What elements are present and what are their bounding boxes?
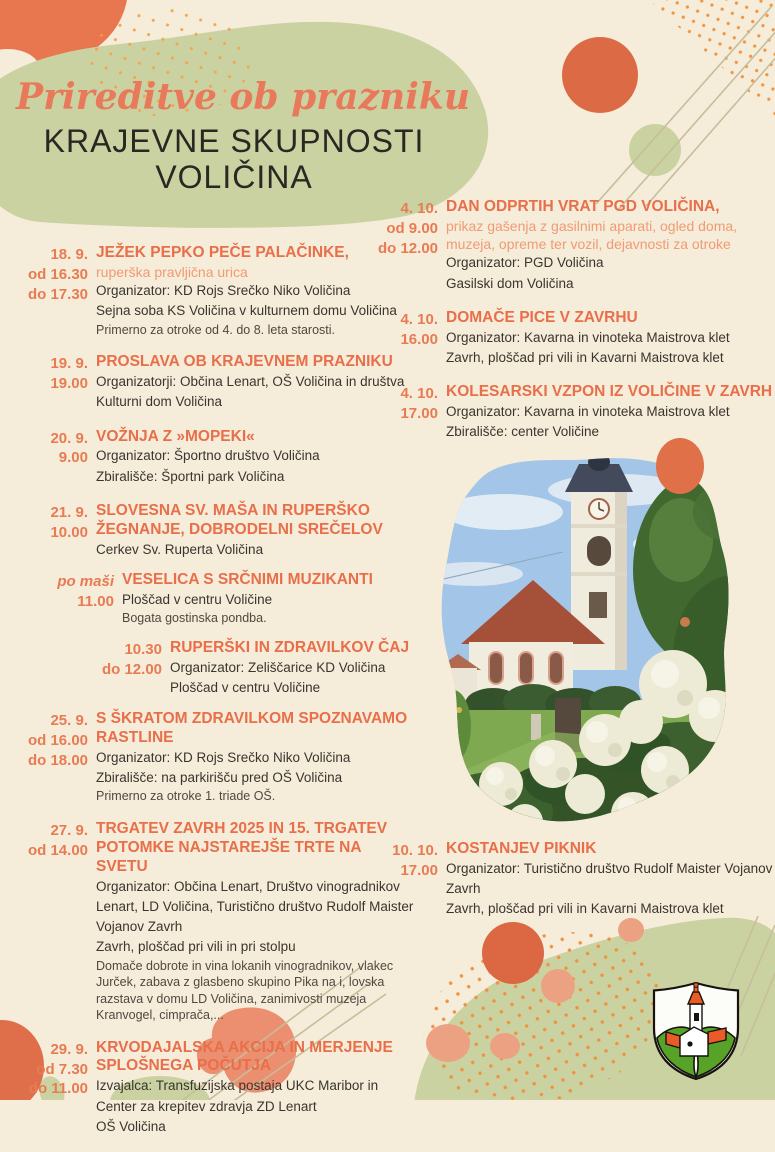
- event-kostanjev-piknik: 10. 10. 17.00 KOSTANJEV PIKNIK Organizator: Turistično društvo Rudolf Maister Vojanov Zavrh Zavrh, ploščad pri vili in Kavarni Maistrova klet: [366, 840, 774, 920]
- event-title: KOLESARSKI VZPON IZ VOLIČINE V ZAVRH: [446, 383, 773, 401]
- bottom-salmon-circle: [541, 969, 575, 1003]
- event-jezek-pepko: 18. 9. od 16.30 do 17.30 JEŽEK PEPKO PEČE PALAČINKE, ruperška pravljična urica Organizator: KD Rojs Srečko Niko Voličina Sejna soba KS Voličina v kulturnem domu Voličina Primerno za otroke od 4. do 8. leta starosti.: [12, 244, 416, 338]
- event-date: 18. 9. od 16.30 do 17.30: [27, 246, 88, 303]
- event-krvodajalska: 29. 9. od 7.30 do 11.00 KRVODAJALSKA AKCIJA IN MERJENJE SPLOŠNEGA POČUTJA Izvajalca: Transfuzijska postaja UKC Maribor in Center za krepitev zdravja ZD Lenart OŠ Voličina: [12, 1039, 416, 1138]
- event-date: 19. 9. 19.00: [50, 355, 88, 393]
- bottom-salmon-ellipse-2: [490, 1033, 520, 1059]
- event-subtitle: prikaz gašenja z gasilnimi aparati, ogled doma, muzeja, opreme ter vozil, dejavnosti za otroke: [446, 217, 738, 253]
- event-veselica: po maši 11.00 VESELICA S SRČNIMI MUZIKANTI Ploščad v centru Voličine Bogata gostinska pondba.: [12, 571, 416, 627]
- photo-orange-ellipse: [656, 438, 704, 494]
- event-title: DOMAČE PICE V ZAVRHU: [446, 308, 638, 326]
- poster-title: [16, 124, 452, 196]
- events-column-left: [12, 244, 416, 1152]
- event-note: Bogata gostinska pondba.: [122, 611, 267, 626]
- event-note: Primerno za otroke 1. triade OŠ.: [96, 789, 276, 804]
- events-column-right: [366, 198, 774, 458]
- event-date: 27. 9. od 14.00: [27, 821, 88, 859]
- event-title: RUPERŠKI IN ZDRAVILKOV ČAJ: [170, 638, 410, 656]
- event-dan-odprtih-vrat: 4. 10. od 9.00 do 12.00 DAN ODPRTIH VRAT PGD VOLIČINA, prikaz gašenja z gasilnimi aparati, ogled doma, muzeja, opreme ter vozil, dejavnosti za otroke Organizator: PGD Voličina Gasilski dom Voličina: [366, 198, 774, 294]
- event-date: 25. 9. od 16.00 do 18.00: [27, 712, 88, 769]
- event-title: SLOVESNA SV. MAŠA IN RUPERŠKO ŽEGNANJE, DOBRODELNI SREČELOV: [96, 501, 383, 538]
- event-date: 4. 10. 17.00: [400, 385, 438, 423]
- event-subtitle: ruperška pravljična urica: [96, 263, 248, 280]
- event-title: PROSLAVA OB KRAJEVNEM PRAZNIKU: [96, 353, 393, 371]
- poster-header: [16, 76, 471, 196]
- event-date: po maši 11.00: [57, 572, 114, 610]
- volicina-coat-of-arms: [650, 980, 742, 1082]
- event-skrat-zdravilko: 25. 9. od 16.00 do 18.00 S ŠKRATOM ZDRAVILKOM SPOZNAVAMO RASTLINE Organizator: KD Rojs Srečko Niko Voličina Zbirališče: na parkirišču pred OŠ Voličina Primerno za otroke 1. triade OŠ.: [12, 710, 416, 805]
- event-note: Primerno za otroke od 4. do 8. leta starosti.: [96, 322, 336, 337]
- event-date: 4. 10. 16.00: [400, 310, 438, 348]
- event-voznja-mopeki: 20. 9. 9.00 VOŽNJA Z »MOPEKI« Organizator: Športno društvo Voličina Zbirališče: Športni park Voličina: [12, 428, 416, 487]
- event-date: 21. 9. 10.00: [50, 503, 88, 541]
- event-kolesarski-vzpon: 4. 10. 17.00 KOLESARSKI VZPON IZ VOLIČINE V ZAVRH Organizator: Kavarna in vinoteka Maistrova klet Zbirališče: center Voličine: [366, 383, 774, 442]
- event-title: S ŠKRATOM ZDRAVILKOM SPOZNAVAMO RASTLINE: [96, 710, 408, 746]
- event-ruperski-caj: 10.30 do 12.00 RUPERŠKI IN ZDRAVILKOV ČAJ Organizator: Zeliščarice KD Voličina Ploščad v centru Voličine: [12, 639, 416, 698]
- event-title: VESELICA S SRČNIMI MUZIKANTI: [122, 570, 373, 588]
- bottom-salmon-ellipse-1: [426, 1024, 470, 1062]
- church-photo: [432, 452, 746, 840]
- top-right-orange-circle: [562, 37, 638, 113]
- event-date: 10. 10. 17.00: [392, 842, 438, 879]
- event-title: KRVODAJALSKA AKCIJA IN MERJENJE SPLOŠNEGA POČUTJA: [96, 1038, 393, 1075]
- event-title: DAN ODPRTIH VRAT PGD VOLIČINA,: [446, 198, 720, 215]
- event-title: TRGATEV ZAVRH 2025 IN 15. TRGATEV POTOMKE NAJSTAREJŠE TRTE NA SVETU: [96, 819, 388, 875]
- event-date: 4. 10. od 9.00 do 12.00: [377, 200, 438, 257]
- event-proslava: 19. 9. 19.00 PROSLAVA OB KRAJEVNEM PRAZNIKU Organizatorji: Občina Lenart, OŠ Voličina in društva Kulturni dom Voličina: [12, 353, 416, 412]
- event-domace-pice: 4. 10. 16.00 DOMAČE PICE V ZAVRHU Organizator: Kavarna in vinoteka Maistrova klet Zavrh, ploščad pri vili in Kavarni Maistrova klet: [366, 309, 774, 368]
- event-title: VOŽNJA Z »MOPEKI«: [96, 427, 255, 445]
- event-trgatev-zavrh: 27. 9. od 14.00 TRGATEV ZAVRH 2025 IN 15. TRGATEV POTOMKE NAJSTAREJŠE TRTE NA SVETU Organizator: Občina Lenart, Društvo vinogradnikov Lenart, LD Voličina, Turistično društvo Rudolf Maister Vojanov Zavrh Zavrh, ploščad pri vili in pri stolpu Domače dobrote in vina lokanih vinogradnikov, vlakec Jurček, zabava z glasbeno skupino Pika na i, lovska razstava v domu LD Voličina, zanimivosti muzeja Kranvogel, cimprača,...: [12, 820, 416, 1024]
- top-right-dots-pattern: [645, 0, 775, 120]
- poster-title-line1: KRAJEVNE SKUPNOSTI: [43, 123, 425, 159]
- events-column-footer: [366, 840, 774, 935]
- event-title: KOSTANJEV PIKNIK: [446, 840, 597, 857]
- event-date: 29. 9. od 7.30 do 11.00: [28, 1040, 88, 1098]
- poster-title-line2: VOLIČINA: [155, 158, 313, 195]
- event-sveta-masa: 21. 9. 10.00 SLOVESNA SV. MAŠA IN RUPERŠKO ŽEGNANJE, DOBRODELNI SREČELOV Cerkev Sv. Ruperta Voličina: [12, 502, 416, 560]
- event-note: Domače dobrote in vina lokanih vinogradnikov, vlakec Jurček, zabava z glasbeno skupino Pika na i, lovska razstava v domu LD Voličina, zanimivosti muzeja Kranvogel, cimprača,...: [96, 958, 394, 1023]
- script-title: Prireditve ob prazniku: [16, 76, 471, 118]
- event-date: 20. 9. 9.00: [50, 429, 88, 467]
- event-title: JEŽEK PEPKO PEČE PALAČINKE,: [96, 244, 349, 261]
- event-date: 10.30 do 12.00: [101, 640, 162, 678]
